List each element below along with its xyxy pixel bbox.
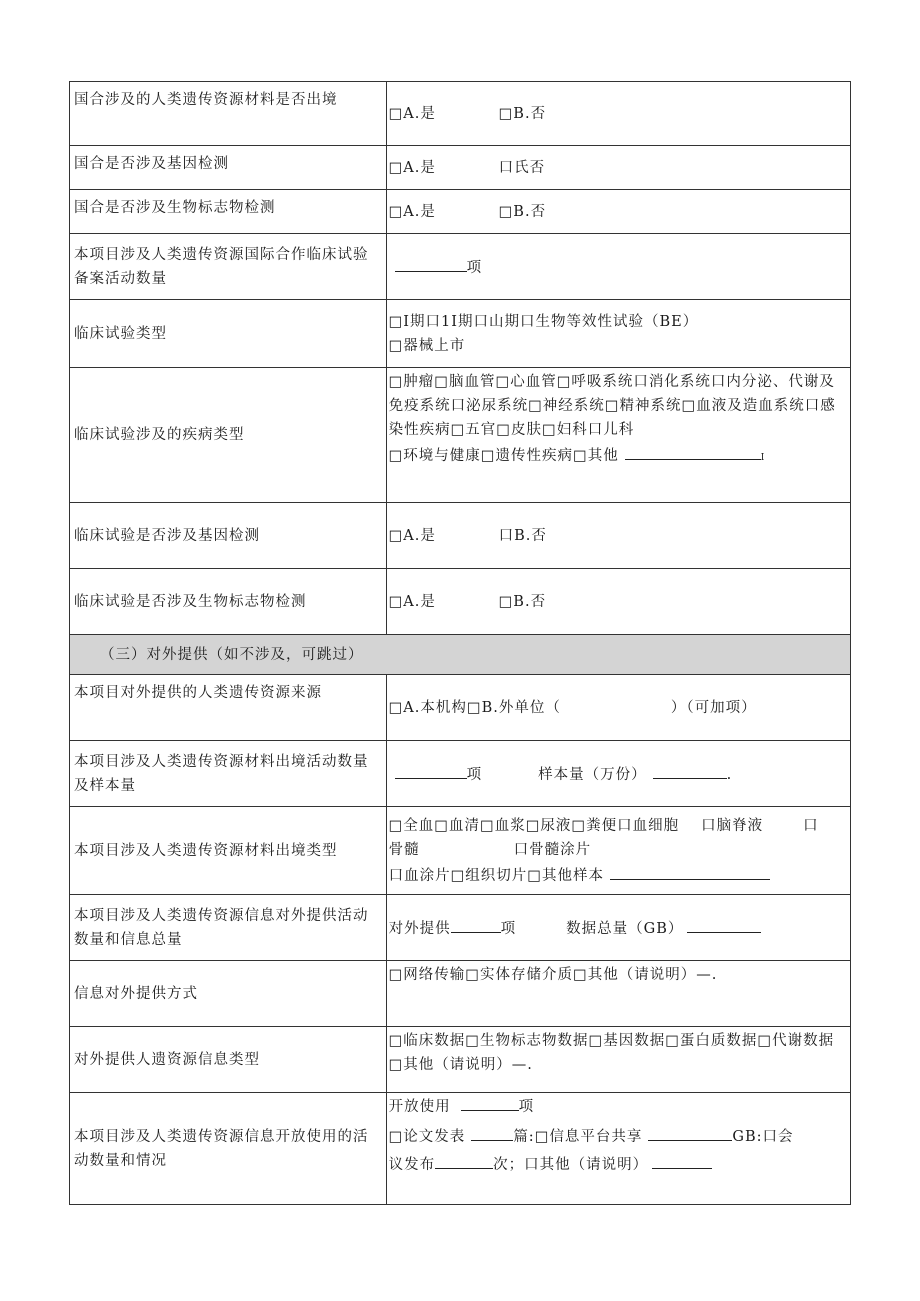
unit-label: 项	[500, 920, 517, 937]
row-label: 本项目对外提供的人类遗传资源来源	[70, 675, 387, 741]
paper-count-blank[interactable]	[471, 1123, 513, 1141]
table-row	[70, 300, 851, 368]
stray-mark: I	[760, 453, 766, 463]
table-row	[70, 1093, 851, 1205]
marrow-smear-option[interactable]: 口骨髓涂片	[513, 841, 592, 858]
unit-label: 项	[466, 766, 483, 783]
row-label: 对外提供人遗资源信息类型	[70, 1027, 387, 1093]
table-row	[70, 1027, 851, 1093]
table-row	[70, 503, 851, 569]
table-row	[70, 146, 851, 190]
checkbox-option-b[interactable]: □B.否	[498, 203, 547, 220]
table-row	[70, 368, 851, 503]
table-row	[70, 807, 851, 895]
paper-option[interactable]: □论文发表	[388, 1129, 466, 1145]
table-row	[70, 895, 851, 961]
checkbox-option-a[interactable]: □A.是	[388, 593, 436, 610]
sample-label: 样本量（万份）	[538, 766, 647, 783]
checkbox-option-a[interactable]: □A.是	[388, 105, 436, 122]
disease-options[interactable]: □肿瘤□脑血管□心血管□呼吸系统口消化系统口内分泌、代谢及免疫系统口泌尿系统□神经系统□精神系统□血液及造血系统口感染性疾病□五官□皮肤□妇科口儿科	[388, 374, 836, 438]
count-blank-field[interactable]	[395, 254, 467, 272]
conference-label: 议发布	[388, 1157, 436, 1173]
source-options[interactable]: □A.本机构□B.外单位（	[388, 699, 561, 716]
row-label: 本项目涉及人类遗传资源信息开放使用的活动数量和情况	[70, 1093, 387, 1205]
data-total-blank[interactable]	[687, 915, 761, 933]
row-label: 国合涉及的人类遗传资源材料是否出境	[70, 82, 387, 146]
other-disease-blank[interactable]	[625, 442, 761, 460]
section-title: （三）对外提供（如不涉及，可跳过）	[70, 635, 851, 675]
checkbox-option-a[interactable]: □A.是	[388, 527, 436, 544]
table-row	[70, 234, 851, 300]
checkbox-option-a[interactable]: □A.是	[388, 203, 436, 220]
section-header-row	[70, 635, 851, 675]
table-row	[70, 82, 851, 146]
platform-option[interactable]: 篇:□信息平台共享	[513, 1129, 643, 1145]
sample-size-blank[interactable]	[653, 761, 727, 779]
row-label: 本项目涉及人类遗传资源材料出境活动数量及样本量	[70, 741, 387, 807]
info-type-options[interactable]: □临床数据□生物标志物数据□基因数据□蛋白质数据□代谢数据□其他（请说明）—.	[386, 1027, 850, 1093]
checkbox-option-b[interactable]: 口氏否	[498, 159, 546, 176]
period: .	[726, 766, 733, 783]
csf-option[interactable]: 口脑脊液	[701, 817, 764, 834]
row-label: 国合是否涉及生物标志物检测	[70, 190, 387, 234]
row-label: 临床试验是否涉及生物标志物检测	[70, 569, 387, 635]
material-options[interactable]: □全血□血清□血浆□尿液□粪便口血细胞	[388, 817, 680, 834]
row-label: 临床试验类型	[70, 300, 387, 368]
checkbox-marker[interactable]: 口	[803, 817, 819, 834]
row-label: 国合是否涉及基因检测	[70, 146, 387, 190]
material-options-2[interactable]: 口血涂片□组织切片□其他样本	[388, 867, 605, 884]
form-table	[69, 81, 851, 1205]
table-row	[70, 961, 851, 1027]
table-row	[70, 675, 851, 741]
platform-gb-blank[interactable]	[648, 1123, 732, 1141]
total-label: 数据总量（GB）	[566, 920, 684, 937]
marrow-option[interactable]: 骨髓	[388, 841, 420, 858]
provide-label: 对外提供	[388, 920, 451, 937]
trial-phase-options[interactable]: □I期口1I期口山期口生物等效性试验（BE）	[388, 313, 699, 330]
other-option[interactable]: 次；口其他（请说明）	[493, 1157, 649, 1173]
table-row	[70, 741, 851, 807]
device-option[interactable]: □器械上市	[388, 337, 466, 354]
checkbox-option-b[interactable]: 口B.否	[498, 527, 547, 544]
row-label: 本项目涉及人类遗传资源信息对外提供活动数量和信息总量	[70, 895, 387, 961]
row-label: 临床试验涉及的疾病类型	[70, 368, 387, 503]
unit-label: 项	[518, 1099, 535, 1115]
other-explain-blank[interactable]	[652, 1151, 712, 1169]
table-row	[70, 190, 851, 234]
table-row	[70, 569, 851, 635]
row-label: 临床试验是否涉及基因检测	[70, 503, 387, 569]
checkbox-option-b[interactable]: □B.否	[498, 593, 547, 610]
row-label: 本项目涉及人类遗传资源国际合作临床试验备案活动数量	[70, 234, 387, 300]
disease-options-last[interactable]: □环境与健康□遗传性疾病□其他	[388, 448, 619, 464]
export-count-blank[interactable]	[395, 761, 467, 779]
open-use-blank[interactable]	[461, 1093, 519, 1111]
open-use-label: 开放使用	[388, 1099, 451, 1115]
provide-count-blank[interactable]	[451, 915, 501, 933]
provide-method-options[interactable]: □网络传输□实体存储介质□其他（请说明）—.	[386, 961, 850, 1027]
other-sample-blank[interactable]	[610, 862, 770, 880]
add-item-note: ）（可加项）	[670, 699, 757, 716]
form-page	[69, 81, 851, 1205]
unit-label: 项	[466, 259, 483, 276]
checkbox-option-a[interactable]: □A.是	[388, 159, 436, 176]
checkbox-option-b[interactable]: □B.否	[498, 105, 547, 122]
conference-count-blank[interactable]	[435, 1151, 493, 1169]
row-label: 本项目涉及人类遗传资源材料出境类型	[70, 807, 387, 895]
conference-option[interactable]: GB:口会	[732, 1129, 794, 1145]
row-label: 信息对外提供方式	[70, 961, 387, 1027]
